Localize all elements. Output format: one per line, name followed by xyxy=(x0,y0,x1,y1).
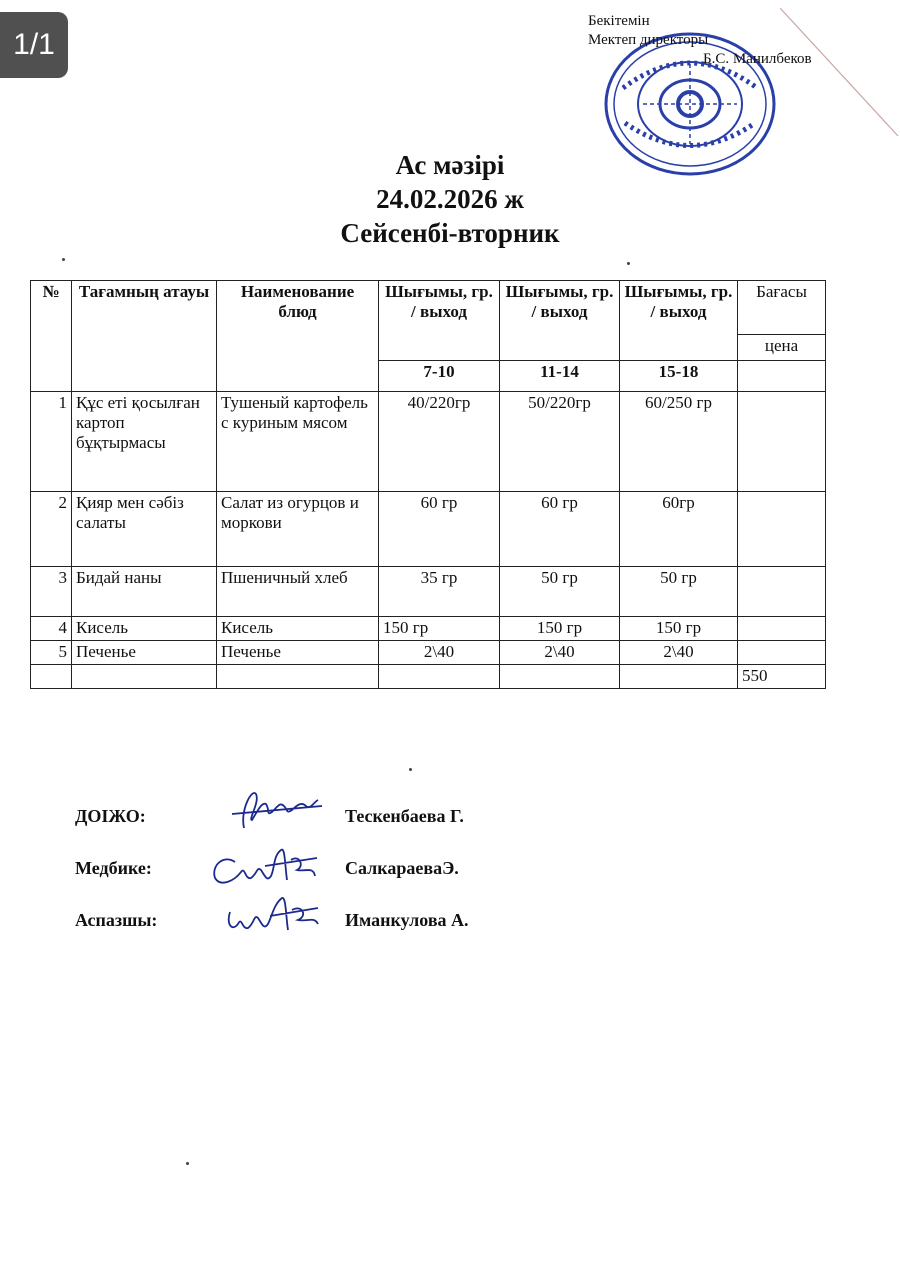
header-name-ru: Наименование блюд xyxy=(217,281,379,392)
row-yield-3: 150 гр xyxy=(620,617,738,641)
row-name-kz: Кисель xyxy=(72,617,217,641)
row-name-ru: Кисель xyxy=(217,617,379,641)
table-row xyxy=(31,617,826,641)
row-num: 2 xyxy=(31,492,72,567)
row-num: 1 xyxy=(31,392,72,492)
signature-role-3: Аспазшы: xyxy=(75,910,158,930)
row-name-ru: Печенье xyxy=(217,641,379,665)
total-empty-cell xyxy=(217,665,379,689)
header-num: № xyxy=(31,281,72,392)
row-price xyxy=(738,617,826,641)
signature-name-1: Тескенбаева Г. xyxy=(345,806,464,826)
handwritten-signature-3 xyxy=(218,888,328,938)
speck xyxy=(627,262,630,265)
row-name-ru: Салат из огурцов и моркови xyxy=(217,492,379,567)
title-line-1: Ас мәзірі xyxy=(395,150,505,180)
total-empty-cell xyxy=(500,665,620,689)
total-empty-cell xyxy=(620,665,738,689)
handwritten-signature-2 xyxy=(205,836,325,892)
row-name-kz: Бидай наны xyxy=(72,567,217,617)
row-yield-1: 150 гр xyxy=(379,617,500,641)
row-yield-1: 40/220гр xyxy=(379,392,500,492)
row-num: 5 xyxy=(31,641,72,665)
row-price xyxy=(738,641,826,665)
row-yield-1: 2\40 xyxy=(379,641,500,665)
header-price-ru: цена xyxy=(738,335,826,361)
row-yield-2: 50 гр xyxy=(500,567,620,617)
header-age-1: 7-10 xyxy=(379,361,500,392)
title-weekday: Сейсенбі-вторник xyxy=(340,218,560,248)
row-num: 4 xyxy=(31,617,72,641)
page-indicator: 1/1 xyxy=(0,12,68,78)
table-row xyxy=(31,392,826,492)
header-name-kz: Тағамның атауы xyxy=(72,281,217,392)
row-name-ru: Тушеный картофель с куриным мясом xyxy=(217,392,379,492)
total-price: 550 xyxy=(738,665,826,689)
row-yield-3: 50 гр xyxy=(620,567,738,617)
row-yield-1: 35 гр xyxy=(379,567,500,617)
header-age-2: 11-14 xyxy=(500,361,620,392)
signature-role-1: ДОІЖО: xyxy=(75,806,146,826)
handwritten-signature-1 xyxy=(222,780,332,836)
table-total-row xyxy=(31,665,826,689)
row-yield-2: 50/220гр xyxy=(500,392,620,492)
speck xyxy=(409,768,412,771)
row-price xyxy=(738,392,826,492)
row-yield-2: 150 гр xyxy=(500,617,620,641)
row-yield-2: 60 гр xyxy=(500,492,620,567)
signature-role-2: Медбике: xyxy=(75,858,152,878)
signature-name-2: СалкараеваЭ. xyxy=(345,858,459,878)
row-yield-2: 2\40 xyxy=(500,641,620,665)
row-yield-3: 2\40 xyxy=(620,641,738,665)
table-row xyxy=(31,567,826,617)
header-price-kz: Бағасы xyxy=(738,281,826,335)
row-yield-1: 60 гр xyxy=(379,492,500,567)
row-name-kz: Қияр мен сәбіз салаты xyxy=(72,492,217,567)
row-yield-3: 60/250 гр xyxy=(620,392,738,492)
header-yield-2: Шығымы, гр. / выход xyxy=(500,281,620,361)
header-yield-1: Шығымы, гр. / выход xyxy=(379,281,500,361)
approval-line-1: Бекітемін xyxy=(588,13,650,29)
table-row xyxy=(31,641,826,665)
title-date: 24.02.2026 ж xyxy=(376,184,524,214)
menu-table xyxy=(30,280,826,689)
header-empty xyxy=(738,361,826,392)
table-row xyxy=(31,492,826,567)
total-empty-cell xyxy=(31,665,72,689)
row-num: 3 xyxy=(31,567,72,617)
row-yield-3: 60гр xyxy=(620,492,738,567)
signature-name-3: Иманкулова А. xyxy=(345,910,469,930)
total-empty-cell xyxy=(72,665,217,689)
row-name-ru: Пшеничный хлеб xyxy=(217,567,379,617)
speck xyxy=(62,258,65,261)
approval-line-3: Б.С. Манилбеков xyxy=(703,51,812,67)
header-age-3: 15-18 xyxy=(620,361,738,392)
row-price xyxy=(738,492,826,567)
speck xyxy=(186,1162,189,1165)
table-header-row xyxy=(31,281,826,335)
row-name-kz: Құс еті қосылған картоп бұқтырмасы xyxy=(72,392,217,492)
row-price xyxy=(738,567,826,617)
total-empty-cell xyxy=(379,665,500,689)
document-title xyxy=(0,148,900,250)
header-yield-3: Шығымы, гр. / выход xyxy=(620,281,738,361)
row-name-kz: Печенье xyxy=(72,641,217,665)
approval-line-2: Мектеп директоры xyxy=(588,32,709,48)
approval-block xyxy=(588,12,812,69)
